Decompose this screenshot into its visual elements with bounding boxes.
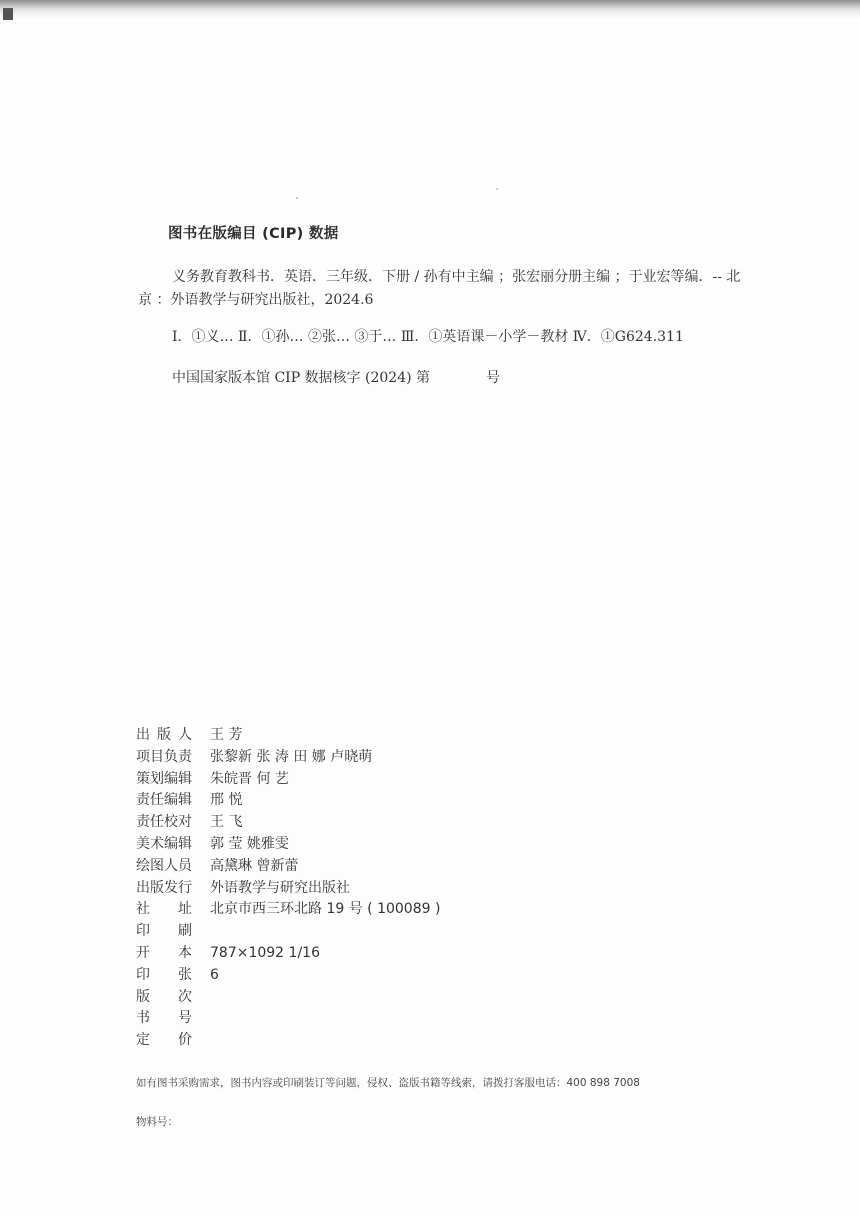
credit-value: 郭 莹 姚雅雯	[210, 835, 289, 852]
credit-label: 项 目 负 责	[136, 748, 192, 765]
credit-value: 787×1092 1/16	[210, 944, 320, 961]
credit-label: 印 刷	[136, 923, 192, 940]
credit-label: 开 本	[136, 944, 192, 961]
credit-row	[136, 834, 440, 856]
credit-label: 绘 图 人 员	[136, 857, 192, 874]
credit-value: 张黎新 张 涛 田 娜 卢晓萌	[210, 748, 373, 765]
credit-row	[136, 856, 440, 878]
credit-row	[136, 812, 440, 834]
cip-number	[138, 367, 752, 390]
credits-list	[136, 725, 440, 1052]
credit-value: 高黛琳 曾新蕾	[210, 857, 299, 874]
credit-label: 书 号	[136, 1010, 192, 1027]
credit-label: 出 版 人	[136, 727, 192, 743]
credit-row	[136, 725, 440, 747]
credit-label: 美 术 编 辑	[136, 835, 192, 852]
credit-label: 印 张	[136, 966, 192, 983]
scan-speck	[496, 188, 498, 190]
credit-label: 定 价	[136, 1032, 192, 1049]
material-number: 物料号：	[136, 1116, 178, 1128]
credit-row	[136, 747, 440, 769]
credit-row	[136, 769, 440, 791]
credit-row	[136, 1030, 440, 1052]
credit-label: 策 划 编 辑	[136, 770, 192, 787]
credit-row	[136, 921, 440, 943]
credit-value: 邢 悦	[210, 792, 243, 809]
credit-row	[136, 943, 440, 965]
credit-label: 责 任 校 对	[136, 814, 192, 831]
credit-label: 责 任 编 辑	[136, 792, 192, 809]
credit-label: 版 次	[136, 988, 192, 1005]
cip-number-suffix: 号	[486, 370, 501, 386]
credit-row	[136, 987, 440, 1009]
credit-row	[136, 899, 440, 921]
credit-row	[136, 878, 440, 900]
credit-row	[136, 1008, 440, 1030]
scan-edge-shadow	[0, 0, 860, 18]
scan-speck	[296, 197, 298, 199]
credit-value: 王 芳	[210, 727, 243, 743]
cip-classification: Ⅰ．①义… Ⅱ．①孙… ②张… ③于… Ⅲ．①英语课－小学－教材 Ⅳ．①G624.311	[172, 329, 684, 345]
credit-row	[136, 790, 440, 812]
credit-value: 外语教学与研究出版社	[210, 879, 350, 896]
credit-value: 北京市西三环北路 19 号 ( 100089 )	[210, 901, 441, 918]
cip-record: 义务教育教科书．英语．三年级．下册 / 孙有中主编 ；张宏丽分册主编 ；于业宏等编．-- 北京 ：外语教学与研究出版社，2024.6	[138, 269, 741, 308]
credit-value: 朱皖晋 何 艺	[210, 770, 289, 787]
scan-corner-mark	[3, 8, 13, 20]
cip-number-prefix: 中国国家版本馆 CIP 数据核字 (2024) 第	[172, 370, 431, 386]
credit-label: 出 版 发 行	[136, 879, 192, 896]
credit-row	[136, 965, 440, 987]
credit-label: 社 址	[136, 901, 192, 918]
cip-title: 图书在版编目 (CIP) 数据	[168, 226, 339, 242]
customer-service-notice: 如有图书采购需求，图书内容或印刷装订等问题，侵权、盗版书籍等线索，请拨打客服电话：400 898 7008	[136, 1077, 640, 1089]
credit-value: 6	[210, 966, 219, 983]
credit-value: 王 飞	[210, 814, 243, 831]
